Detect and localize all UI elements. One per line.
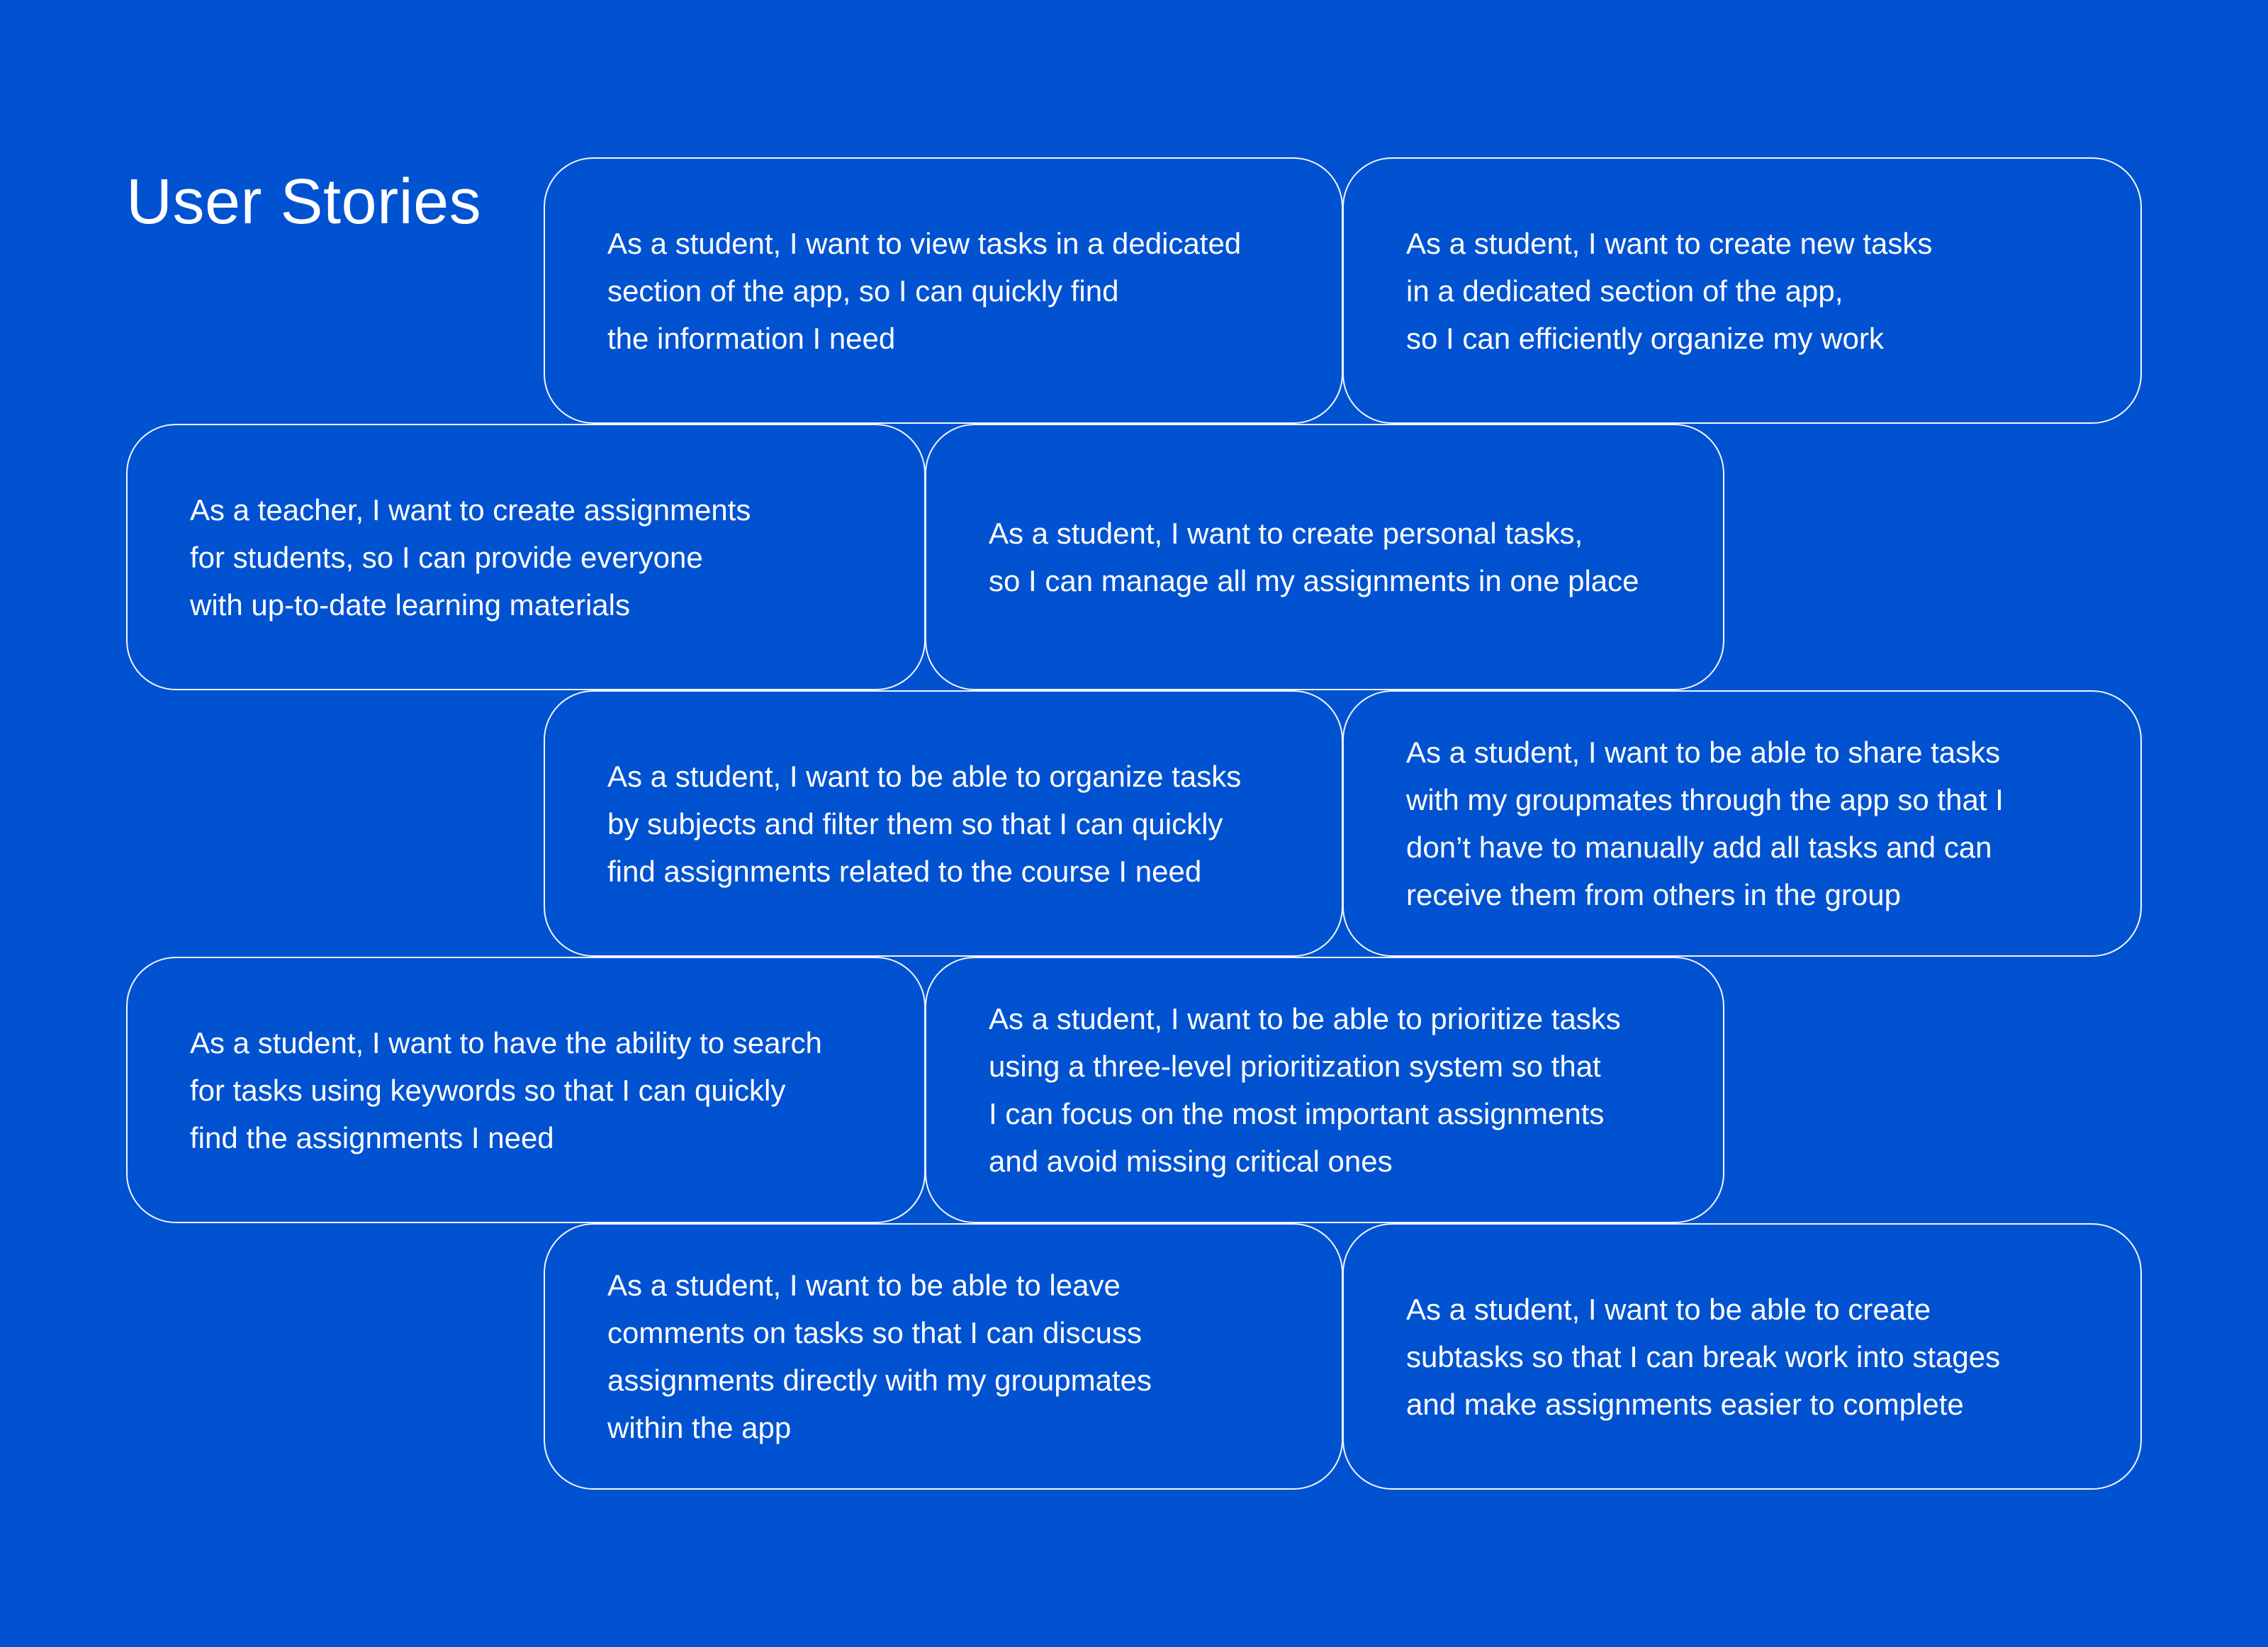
story-card-text: As a student, I want to create personal tasks, so I can manage all my assignments in one place [989, 517, 1639, 597]
story-card-view-tasks [544, 157, 1343, 424]
story-card-text: As a student, I want to view tasks in a dedicated section of the app, so I can quickly find the information I need [607, 226, 1242, 355]
story-card-prioritize-tasks [925, 957, 1724, 1223]
story-card-text: As a teacher, I want to create assignments for students, so I can provide everyone with up-to-date learning materials [190, 493, 751, 622]
story-card-create-subtasks [1342, 1223, 2142, 1490]
story-card-create-tasks [1342, 157, 2142, 424]
story-card-share-tasks [1342, 690, 2142, 957]
page-title: User Stories [126, 167, 482, 237]
story-card-leave-comments [544, 1223, 1343, 1490]
story-card-personal-tasks [925, 424, 1724, 690]
story-card-search-keywords [126, 957, 926, 1223]
story-card-text: As a student, I want to be able to leave comments on tasks so that I can discuss assignments directly with my groupmates within the app [607, 1269, 1152, 1444]
story-card-text: As a student, I want to be able to share tasks with my groupmates through the app so that I don’t have to manually add all tasks and can receive them from others in the group [1406, 736, 2004, 911]
story-card-text: As a student, I want to be able to create subtasks so that I can break work into stages and make assignments easier to complete [1406, 1292, 2001, 1421]
story-card-text: As a student, I want to be able to prioritize tasks using a three-level prioritization system so that I can focus on the most important assignments and avoid missing critical ones [989, 1002, 1621, 1178]
story-card-text: As a student, I want to be able to organize tasks by subjects and filter them so that I can quickly find assignments related to the course I need [607, 759, 1242, 888]
story-card-text: As a student, I want to have the ability to search for tasks using keywords so that I can quickly find the assignments I need [190, 1025, 822, 1154]
story-card-teacher-assignments [126, 424, 926, 690]
story-card-text: As a student, I want to create new tasks in a dedicated section of the app, so I can efficiently organize my work [1406, 226, 1933, 355]
story-card-organize-by-subjects [544, 690, 1343, 957]
